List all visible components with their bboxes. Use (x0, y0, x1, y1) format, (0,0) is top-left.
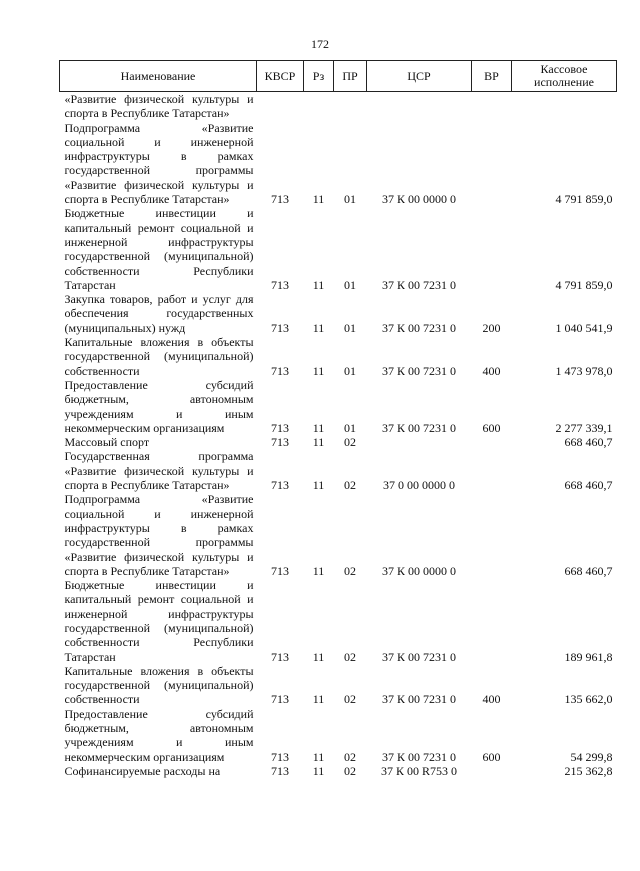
table-row (60, 335, 617, 378)
cell-vr: 600 (482, 749, 501, 764)
cell-name: Подпрограмма «Развитие социальной и инженерной инфраструктуры в рамках государственной программы «Развитие физической культуры и спорта в Республике Татарстан» (64, 492, 254, 578)
cell-vr (472, 435, 512, 449)
cell-kvsr: 713 (271, 763, 289, 778)
cell-amount: 1 040 541,9 (555, 320, 613, 335)
cell-rz: 11 (312, 277, 325, 292)
header-rz: Рз (304, 61, 334, 92)
cell-amount: 135 662,0 (564, 692, 613, 707)
cell-csr (367, 92, 472, 121)
cell-pr: 02 (344, 749, 356, 764)
cell-csr: 37 К 00 7231 0 (381, 692, 456, 707)
cell-csr: 37 К 00 R753 0 (380, 763, 457, 778)
table-body (60, 92, 617, 779)
cell-rz: 11 (312, 763, 325, 778)
cell-csr: 37 К 00 7231 0 (381, 649, 456, 664)
table-row (60, 206, 617, 292)
cell-pr: 01 (344, 277, 356, 292)
cell-amount: 668 460,7 (564, 563, 613, 578)
cell-rz: 11 (312, 563, 325, 578)
cell-amount (512, 92, 617, 121)
cell-pr: 02 (344, 478, 356, 493)
cell-kvsr: 713 (271, 192, 289, 207)
cell-vr (472, 492, 512, 578)
cell-csr: 37 К 00 0000 0 (381, 563, 456, 578)
cell-csr (367, 435, 472, 449)
cell-kvsr: 713 (271, 692, 289, 707)
header-execution: Кассовое исполнение (512, 61, 617, 92)
cell-vr (472, 206, 512, 292)
cell-name: Подпрограмма «Развитие социальной и инженерной инфраструктуры в рамках государственной программы «Развитие физической культуры и спорта в Республике Татарстан» (64, 120, 254, 207)
cell-csr: 37 К 00 7231 0 (381, 277, 456, 292)
table-row (60, 292, 617, 335)
cell-amount: 189 961,8 (564, 649, 613, 664)
cell-pr: 01 (344, 192, 356, 207)
cell-name: Бюджетные инвестиции и капитальный ремонт социальной и инженерной инфраструктуры государственной (муниципальной) собственности Республики Татарстан (64, 578, 254, 664)
table-row (60, 492, 617, 578)
cell-kvsr: 713 (271, 649, 289, 664)
cell-vr (472, 449, 512, 492)
cell-kvsr: 713 (271, 749, 289, 764)
cell-kvsr (257, 92, 304, 121)
table-row (60, 378, 617, 435)
cell-name: Капитальные вложения в объекты государственной (муниципальной) собственности (64, 335, 254, 378)
cell-name: Предоставление субсидий бюджетным, автономным учреждениям и иным некоммерческим организациям (64, 377, 254, 435)
cell-csr: 37 К 00 0000 0 (381, 192, 456, 207)
cell-rz: 11 (312, 420, 325, 435)
table-row (60, 435, 617, 449)
cell-rz: 11 (312, 749, 325, 764)
cell-name: «Развитие физической культуры и спорта в Республике Татарстан» (64, 92, 254, 121)
cell-amount: 668 460,7 (564, 435, 613, 450)
cell-csr: 37 К 00 7231 0 (381, 420, 456, 435)
cell-vr (472, 578, 512, 664)
cell-kvsr: 713 (271, 277, 289, 292)
table-row (60, 449, 617, 492)
cell-kvsr: 713 (271, 420, 289, 435)
table-row (60, 707, 617, 764)
cell-amount: 215 362,8 (564, 763, 613, 778)
cell-rz: 11 (312, 363, 325, 378)
cell-rz: 11 (312, 192, 325, 207)
table-row (60, 664, 617, 707)
cell-pr (334, 92, 367, 121)
cell-pr: 02 (344, 649, 356, 664)
cell-csr: 37 К 00 7231 0 (381, 320, 456, 335)
cell-rz: 11 (312, 692, 325, 707)
cell-kvsr: 713 (271, 363, 289, 378)
table-row (60, 578, 617, 664)
cell-vr: 400 (482, 692, 501, 707)
cell-vr: 200 (482, 320, 501, 335)
cell-kvsr: 713 (271, 435, 289, 450)
cell-csr: 37 К 00 7231 0 (381, 749, 456, 764)
cell-name: Бюджетные инвестиции и капитальный ремонт социальной и инженерной инфраструктуры государственной (муниципальной) собственности Республики Татарстан (64, 206, 254, 292)
cell-kvsr: 713 (271, 478, 289, 493)
cell-amount: 54 299,8 (570, 749, 613, 764)
cell-pr: 01 (344, 420, 356, 435)
header-name: Наименование (60, 61, 257, 92)
cell-pr: 01 (344, 320, 356, 335)
cell-amount: 668 460,7 (564, 478, 613, 493)
cell-name: Капитальные вложения в объекты государственной (муниципальной) собственности (64, 663, 254, 707)
cell-vr: 600 (482, 420, 501, 435)
cell-csr: 37 0 00 0000 0 (383, 478, 455, 493)
cell-name: Софинансируемые расходы на (64, 763, 221, 778)
header-vr: ВР (472, 61, 512, 92)
cell-vr: 400 (482, 363, 501, 378)
cell-name: Закупка товаров, работ и услуг для обеспечения государственных (муниципальных) нужд (64, 292, 254, 335)
cell-pr: 02 (344, 563, 356, 578)
cell-rz: 11 (312, 320, 325, 335)
cell-rz: 11 (312, 478, 325, 493)
cell-vr (472, 92, 512, 121)
cell-name: Государственная программа «Развитие физической культуры и спорта в Республике Татарстан» (64, 449, 254, 493)
cell-name: Предоставление субсидий бюджетным, автономным учреждениям и иным некоммерческим организациям (64, 706, 254, 764)
header-kvsr: КВСР (257, 61, 304, 92)
cell-amount: 2 277 339,1 (555, 420, 613, 435)
cell-rz (304, 92, 334, 121)
cell-pr: 02 (344, 692, 356, 707)
budget-table (59, 60, 617, 778)
cell-amount: 4 791 859,0 (555, 192, 613, 207)
table-row (60, 121, 617, 207)
cell-vr (472, 764, 512, 778)
page-number: 172 (311, 37, 329, 51)
cell-amount: 1 473 978,0 (555, 363, 613, 378)
table-row (60, 92, 617, 121)
table-header-row (60, 61, 617, 92)
cell-rz: 11 (312, 649, 325, 664)
cell-csr: 37 К 00 7231 0 (381, 363, 456, 378)
cell-kvsr: 713 (271, 320, 289, 335)
cell-pr: 02 (344, 763, 356, 778)
cell-amount: 4 791 859,0 (555, 277, 613, 292)
cell-rz: 11 (312, 435, 325, 450)
cell-name: Массовый спорт (64, 435, 150, 450)
header-pr: ПР (334, 61, 367, 92)
cell-kvsr: 713 (271, 563, 289, 578)
cell-pr: 02 (344, 435, 356, 450)
cell-vr (472, 121, 512, 207)
cell-pr: 01 (344, 363, 356, 378)
header-csr: ЦСР (367, 61, 472, 92)
table-row (60, 764, 617, 778)
